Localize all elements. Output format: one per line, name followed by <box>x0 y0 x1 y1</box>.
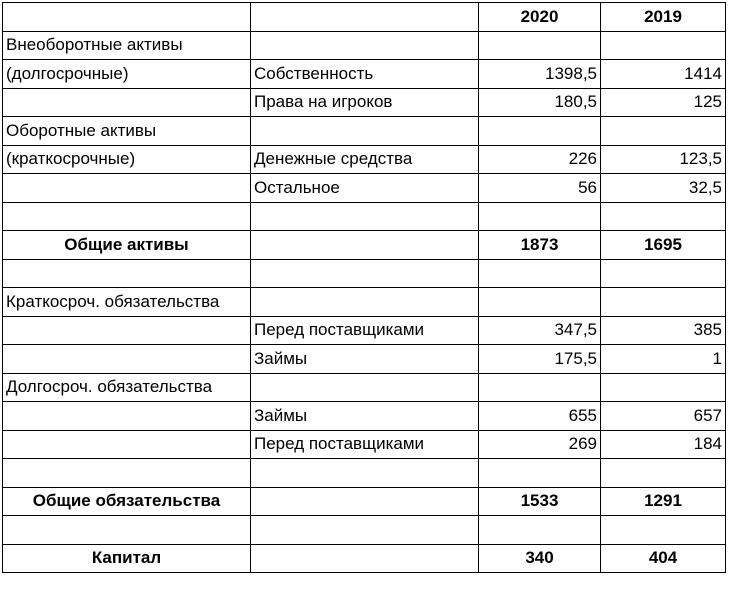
cell-empty[interactable] <box>479 516 601 545</box>
cell-empty[interactable] <box>251 117 479 146</box>
balance-sheet-table <box>2 2 726 573</box>
cell-empty[interactable] <box>251 516 479 545</box>
cell-empty[interactable] <box>601 288 726 317</box>
cell-empty[interactable] <box>601 373 726 402</box>
table-row <box>3 145 726 174</box>
cell-empty[interactable] <box>251 288 479 317</box>
table-row <box>3 430 726 459</box>
cell-empty[interactable] <box>3 345 251 374</box>
cell-empty[interactable] <box>3 402 251 431</box>
cell-empty[interactable] <box>251 487 479 516</box>
table-row <box>3 459 726 488</box>
cell-empty[interactable] <box>479 259 601 288</box>
cell-empty[interactable] <box>3 88 251 117</box>
table-row <box>3 60 726 89</box>
table-row <box>3 117 726 146</box>
cell-empty[interactable] <box>251 373 479 402</box>
column-header-2020[interactable]: 2020 <box>479 3 601 32</box>
cell-empty[interactable] <box>251 259 479 288</box>
table-row <box>3 202 726 231</box>
cell-empty[interactable] <box>3 3 251 32</box>
table-row <box>3 88 726 117</box>
value-short-loans-2020[interactable]: 175,5 <box>479 345 601 374</box>
table-row <box>3 516 726 545</box>
table-row <box>3 373 726 402</box>
section-sublabel-longterm[interactable]: (долгосрочные) <box>3 60 251 89</box>
value-total-liabilities-2019[interactable]: 1291 <box>601 487 726 516</box>
table-row <box>3 259 726 288</box>
cell-empty[interactable] <box>479 288 601 317</box>
cell-empty[interactable] <box>601 31 726 60</box>
table-row-header <box>3 3 726 32</box>
value-cash-2019[interactable]: 123,5 <box>601 145 726 174</box>
table-row <box>3 288 726 317</box>
value-player-rights-2020[interactable]: 180,5 <box>479 88 601 117</box>
value-long-suppliers-2019[interactable]: 184 <box>601 430 726 459</box>
value-cash-2020[interactable]: 226 <box>479 145 601 174</box>
table-row <box>3 345 726 374</box>
cell-empty[interactable] <box>601 259 726 288</box>
value-equity-2019[interactable]: 404 <box>601 544 726 573</box>
cell-empty[interactable] <box>3 259 251 288</box>
value-property-2020[interactable]: 1398,5 <box>479 60 601 89</box>
cell-empty[interactable] <box>3 174 251 203</box>
section-label-long-liabilities[interactable]: Долгосроч. обязательства <box>3 373 251 402</box>
cell-empty[interactable] <box>3 459 251 488</box>
value-short-suppliers-2019[interactable]: 385 <box>601 316 726 345</box>
section-sublabel-shortterm[interactable]: (краткосрочные) <box>3 145 251 174</box>
cell-empty[interactable] <box>479 31 601 60</box>
cell-empty[interactable] <box>251 31 479 60</box>
section-label-noncurrent-assets[interactable]: Внеоборотные активы <box>3 31 251 60</box>
item-label-player-rights[interactable]: Права на игроков <box>251 88 479 117</box>
cell-empty[interactable] <box>479 373 601 402</box>
table-row <box>3 316 726 345</box>
total-label-assets[interactable]: Общие активы <box>3 231 251 260</box>
total-label-liabilities[interactable]: Общие обязательства <box>3 487 251 516</box>
value-long-loans-2020[interactable]: 655 <box>479 402 601 431</box>
value-other-2020[interactable]: 56 <box>479 174 601 203</box>
value-property-2019[interactable]: 1414 <box>601 60 726 89</box>
value-total-assets-2019[interactable]: 1695 <box>601 231 726 260</box>
item-label-cash[interactable]: Денежные средства <box>251 145 479 174</box>
value-long-suppliers-2020[interactable]: 269 <box>479 430 601 459</box>
cell-empty[interactable] <box>479 459 601 488</box>
cell-empty[interactable] <box>251 3 479 32</box>
cell-empty[interactable] <box>251 231 479 260</box>
cell-empty[interactable] <box>479 117 601 146</box>
value-player-rights-2019[interactable]: 125 <box>601 88 726 117</box>
section-label-short-liabilities[interactable]: Краткосроч. обязательства <box>3 288 251 317</box>
table-row-total <box>3 487 726 516</box>
item-label-long-loans[interactable]: Займы <box>251 402 479 431</box>
value-total-liabilities-2020[interactable]: 1533 <box>479 487 601 516</box>
total-label-equity[interactable]: Капитал <box>3 544 251 573</box>
value-long-loans-2019[interactable]: 657 <box>601 402 726 431</box>
cell-empty[interactable] <box>3 516 251 545</box>
value-short-suppliers-2020[interactable]: 347,5 <box>479 316 601 345</box>
item-label-other[interactable]: Остальное <box>251 174 479 203</box>
table-row <box>3 174 726 203</box>
value-total-assets-2020[interactable]: 1873 <box>479 231 601 260</box>
cell-empty[interactable] <box>3 202 251 231</box>
column-header-2019[interactable]: 2019 <box>601 3 726 32</box>
table-row <box>3 31 726 60</box>
item-label-long-suppliers[interactable]: Перед поставщиками <box>251 430 479 459</box>
cell-empty[interactable] <box>251 202 479 231</box>
cell-empty[interactable] <box>601 459 726 488</box>
value-equity-2020[interactable]: 340 <box>479 544 601 573</box>
cell-empty[interactable] <box>251 544 479 573</box>
item-label-short-suppliers[interactable]: Перед поставщиками <box>251 316 479 345</box>
item-label-short-loans[interactable]: Займы <box>251 345 479 374</box>
cell-empty[interactable] <box>601 117 726 146</box>
table-row <box>3 402 726 431</box>
cell-empty[interactable] <box>601 202 726 231</box>
section-label-current-assets[interactable]: Оборотные активы <box>3 117 251 146</box>
cell-empty[interactable] <box>479 202 601 231</box>
item-label-property[interactable]: Собственность <box>251 60 479 89</box>
cell-empty[interactable] <box>3 430 251 459</box>
value-short-loans-2019[interactable]: 1 <box>601 345 726 374</box>
table-row-total <box>3 544 726 573</box>
table-row-total <box>3 231 726 260</box>
cell-empty[interactable] <box>251 459 479 488</box>
value-other-2019[interactable]: 32,5 <box>601 174 726 203</box>
cell-empty[interactable] <box>3 316 251 345</box>
cell-empty[interactable] <box>601 516 726 545</box>
